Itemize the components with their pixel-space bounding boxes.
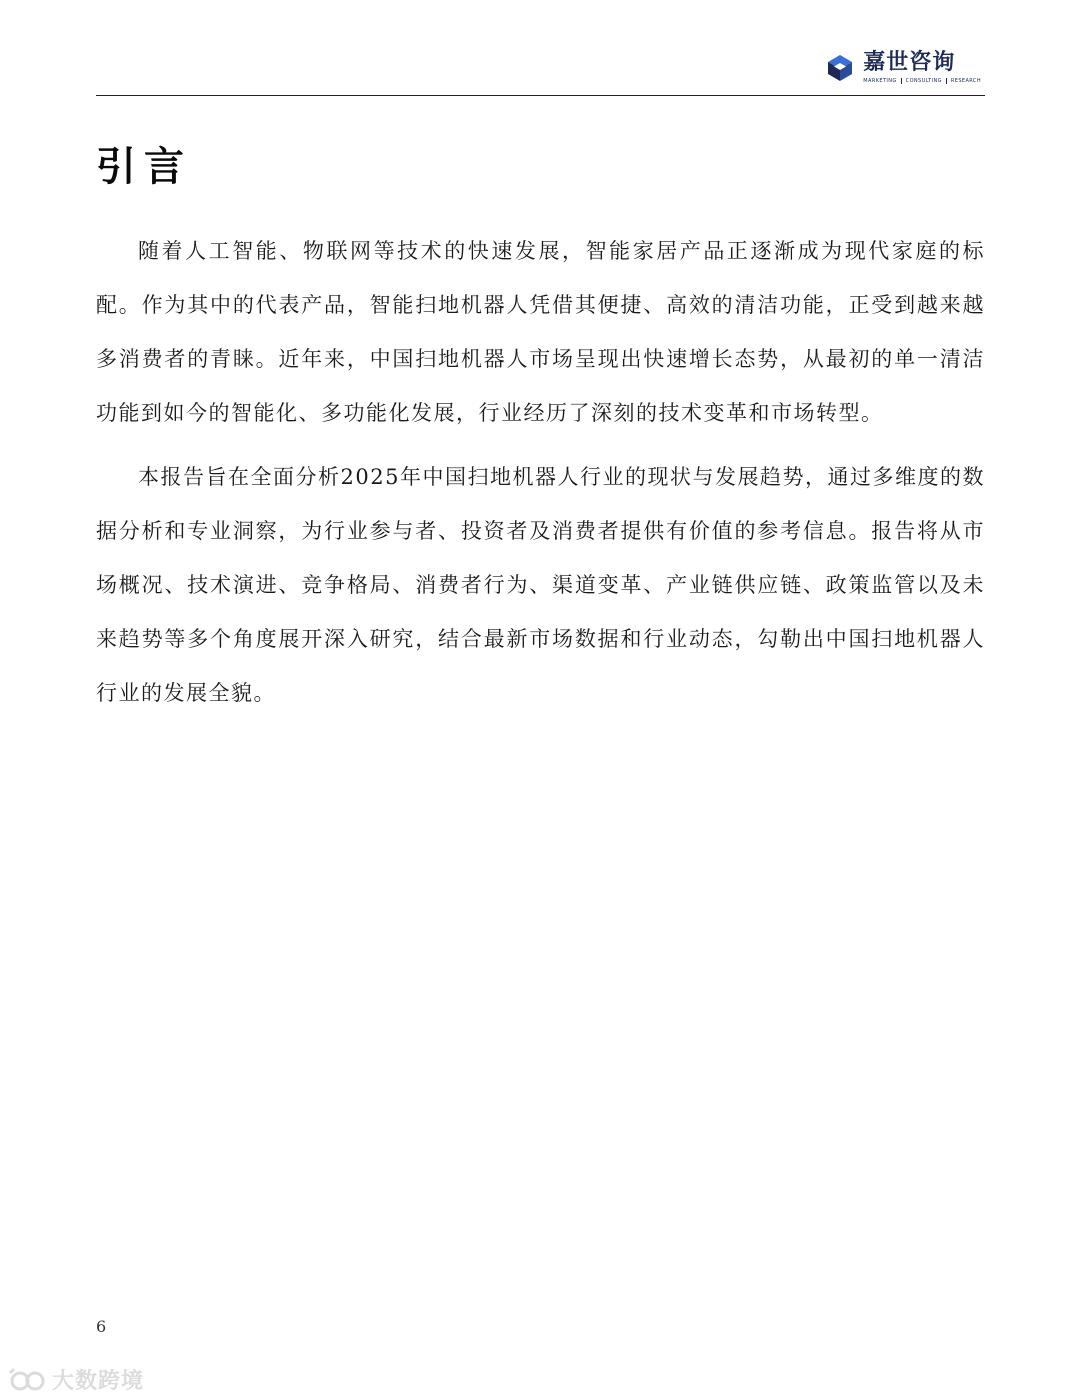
body-text	[96, 224, 985, 730]
page-title: 引言	[96, 143, 192, 190]
intro-paragraph-2: 本报告旨在全面分析2025年中国扫地机器人行业的现状与发展趋势，通过多维度的数据分析和专业洞察，为行业参与者、投资者及消费者提供有价值的参考信息。报告将从市场概况、技术演进、竞争格局、消费者行为、渠道变革、产业链供应链、政策监管以及未来趋势等多个角度展开深入研究，结合最新市场数据和行业动态，勾勒出中国扫地机器人行业的发展全貌。	[96, 465, 985, 705]
company-logo	[825, 48, 981, 88]
tagline-research: RESEARCH	[950, 78, 981, 84]
tagline-marketing: MARKETING	[863, 78, 897, 84]
page-number: 6	[96, 1317, 107, 1336]
intro-paragraph-1: 随着人工智能、物联网等技术的快速发展，智能家居产品正逐渐成为现代家庭的标配。作为其中的代表产品，智能扫地机器人凭借其便捷、高效的清洁功能，正受到越来越多消费者的青睐。近年来，中国扫地机器人市场呈现出快速增长态势，从最初的单一清洁功能到如今的智能化、多功能化发展，行业经历了深刻的技术变革和市场转型。	[96, 239, 985, 425]
tagline-separator	[946, 78, 947, 84]
loop-logo-icon	[8, 1367, 48, 1393]
watermark	[8, 1364, 144, 1395]
logo-tagline	[863, 77, 981, 85]
cube-logo-icon	[825, 53, 855, 83]
logo-text-block	[863, 51, 981, 85]
tagline-consulting: CONSULTING	[905, 78, 942, 84]
header-divider	[96, 95, 985, 96]
logo-name: 嘉世咨询	[863, 50, 956, 75]
page-header	[96, 40, 985, 96]
tagline-separator	[901, 78, 902, 84]
watermark-text: 大数跨境	[52, 1369, 145, 1394]
